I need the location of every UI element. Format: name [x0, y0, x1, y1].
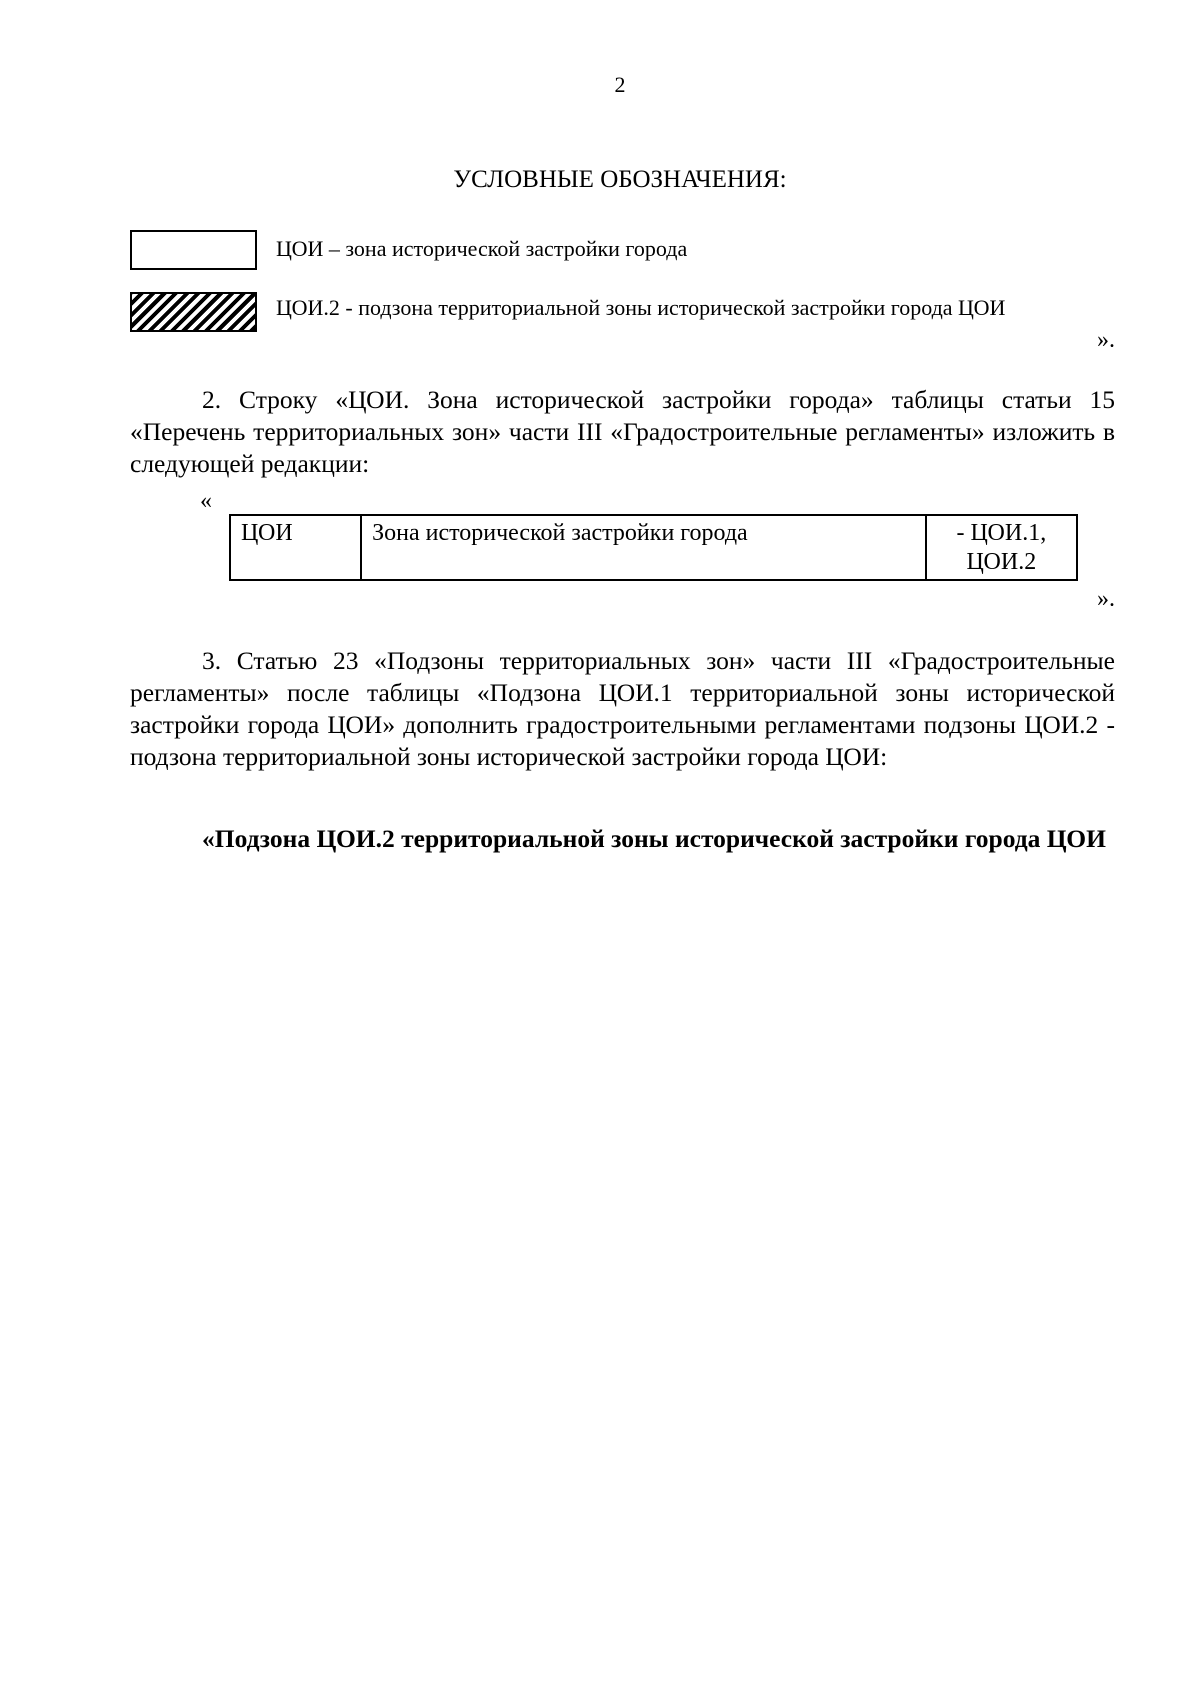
legend-item-text: ЦОИ.2 - подзона территориальной зоны исторической застройки города ЦОИ [276, 295, 1006, 320]
legend-swatch-plain [130, 230, 257, 270]
subzones-cell [926, 515, 1077, 580]
legend-item-text: ЦОИ – зона исторической застройки города [276, 236, 688, 261]
zone-table [229, 514, 1078, 581]
page-number: 2 [614, 72, 626, 97]
table-closing-quote: ». [1097, 586, 1115, 612]
subzone-heading: «Подзона ЦОИ.2 территориальной зоны исторической застройки города ЦОИ [202, 824, 1106, 853]
paragraph-2: 2. Строку «ЦОИ. Зона исторической застройки города» таблицы статьи 15 «Перечень территориальных зон» части III «Градостроительные регламенты» изложить в следующей редакции: [130, 385, 1115, 478]
zone-name-cell: Зона исторической застройки города [361, 515, 926, 580]
subzone-line: ЦОИ.2 [966, 549, 1037, 575]
legend-swatch-hatched [130, 292, 257, 332]
paragraph-3: 3. Статью 23 «Подзоны территориальных зон» части III «Градостроительные регламенты» после таблицы «Подзона ЦОИ.1 территориальной зоны исторической застройки города ЦОИ» дополнить градостроительными регламентами подзоны ЦОИ.2 - подзона территориальной зоны исторической застройки города ЦОИ: [130, 646, 1115, 771]
zone-code-cell: ЦОИ [230, 515, 361, 580]
subzone-line: - ЦОИ.1, [956, 520, 1047, 546]
legend-closing-quote: ». [1097, 327, 1115, 353]
legend-title: УСЛОВНЫЕ ОБОЗНАЧЕНИЯ: [453, 166, 787, 193]
table-opening-quote: « [200, 488, 212, 514]
table-row [230, 515, 1077, 580]
